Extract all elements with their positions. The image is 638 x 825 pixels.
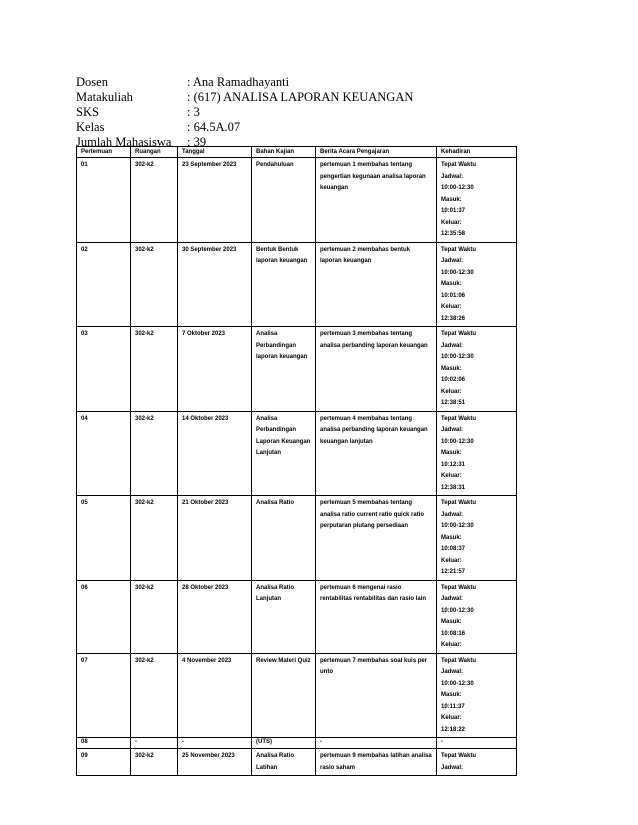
kehadiran-line: 10:00-12:30 (441, 607, 474, 614)
cell-tanggal: - (178, 738, 252, 749)
cell-kehadiran (437, 242, 517, 327)
kehadiran-line: Tepat Waktu (441, 500, 477, 506)
cell-kehadiran (437, 749, 517, 776)
info-label: SKS (76, 105, 99, 119)
kehadiran-line: Tepat Waktu (441, 162, 477, 168)
info-label: Kelas (76, 120, 105, 134)
cell-ruangan: 302-k2 (131, 653, 178, 738)
cell-pertemuan: 08 (77, 738, 131, 749)
kehadiran-line: Jadwal: (441, 427, 464, 433)
kehadiran-line: 10:00-12:30 (441, 523, 474, 529)
cell-bahan-kajian: Review Materi Quiz (252, 653, 316, 738)
kehadiran-line: 10:11:37 (441, 703, 465, 710)
kehadiran-line: Jadwal: (441, 596, 464, 602)
kehadiran-line: Tepat Waktu (441, 657, 477, 664)
cell-kehadiran (437, 158, 517, 243)
table-row (77, 738, 517, 749)
cell-bahan-kajian: (UTS) (252, 738, 316, 749)
cell-kehadiran (437, 411, 517, 496)
cell-ruangan: 302-k2 (131, 749, 178, 776)
kehadiran-line: 10:12:31 (441, 461, 466, 468)
cell-kehadiran (437, 580, 517, 653)
column-header: Ruangan (131, 147, 178, 158)
kehadiran-line: 10:01:37 (441, 208, 466, 214)
kehadiran-line: Masuk: (441, 450, 462, 456)
kehadiran-line: 12:35:58 (441, 231, 466, 237)
kehadiran-line: 10:00-12:30 (441, 185, 474, 191)
table-row (77, 411, 517, 496)
kehadiran-line: Masuk: (441, 365, 462, 372)
cell-tanggal: 14 Oktober 2023 (178, 411, 252, 496)
table-body (77, 158, 517, 776)
cell-berita-acara: pertemuan 2 membahas bentuk laporan keuangan (316, 242, 437, 327)
cell-ruangan: - (131, 738, 178, 749)
kehadiran-line: Tepat Waktu (441, 584, 477, 591)
cell-bahan-kajian: Analisa Ratio Latihan (252, 749, 316, 776)
cell-berita-acara: pertemuan 9 membahas latihan analisa rasio saham (316, 749, 437, 776)
cell-tanggal: 30 September 2023 (178, 242, 252, 327)
kehadiran-line: Masuk: (441, 534, 462, 541)
kehadiran-line: 10:00-12:30 (441, 680, 474, 687)
info-value: : Ana Ramadhayanti (187, 75, 290, 89)
kehadiran-line: Masuk: (441, 196, 462, 203)
kehadiran-line: Masuk: (441, 692, 462, 698)
column-header: Berita Acara Pengajaran (316, 147, 437, 158)
table-row (77, 653, 517, 738)
kehadiran-line: Keluar: (441, 642, 462, 648)
cell-ruangan: 302-k2 (131, 411, 178, 496)
kehadiran-line: Keluar: (441, 473, 462, 479)
kehadiran-line: Masuk: (441, 281, 462, 287)
kehadiran-line: 10:00-12:30 (441, 354, 474, 360)
cell-tanggal: 25 November 2023 (178, 749, 252, 776)
cell-kehadiran (437, 327, 517, 412)
cell-bahan-kajian: Bentuk Bentuk laporan keuangan (252, 242, 316, 327)
kehadiran-line: 10:08:37 (441, 546, 466, 552)
cell-pertemuan: 06 (77, 580, 131, 653)
kehadiran-line: 10:00-12:30 (441, 269, 474, 276)
cell-berita-acara: pertemuan 6 mengenai rasio rentabilitas rentabilitas dan rasio lain (316, 580, 437, 653)
table-row (77, 749, 517, 776)
cell-ruangan: 302-k2 (131, 496, 178, 581)
cell-berita-acara: pertemuan 1 membahas tentang pengertian kegunaan analisa laporan keuangan (316, 158, 437, 243)
kehadiran-line: Tepat Waktu (441, 246, 477, 253)
info-kelas (76, 120, 516, 135)
cell-berita-acara: pertemuan 4 membahas tentang analisa perbanding laporan keuangan keuangan lanjutan (316, 411, 437, 496)
table-row (77, 158, 517, 243)
info-sks (76, 105, 516, 120)
kehadiran-line: 10:00-12:30 (441, 438, 474, 445)
info-value: : 3 (187, 105, 200, 119)
cell-berita-acara: pertemuan 7 membahas soal kuis per unto (316, 653, 437, 738)
info-dosen (76, 75, 516, 90)
kehadiran-line: Jadwal: (441, 511, 464, 518)
info-value: : 64.5A.07 (187, 120, 241, 134)
info-value: : 39 (187, 135, 207, 149)
kehadiran-line: 12:38:31 (441, 484, 466, 491)
kehadiran-line: Keluar: (441, 388, 462, 395)
kehadiran-line: 12:38:51 (441, 400, 466, 406)
table-header-row (77, 147, 517, 158)
cell-pertemuan: 07 (77, 653, 131, 738)
kehadiran-line: Keluar: (441, 715, 462, 721)
cell-pertemuan: 09 (77, 749, 131, 776)
cell-berita-acara: pertemuan 3 membahas tentang analisa perbanding laporan keuangan (316, 327, 437, 412)
cell-pertemuan: 03 (77, 327, 131, 412)
attendance-table (76, 146, 517, 776)
table-row (77, 580, 517, 653)
kehadiran-line: 12:18:22 (441, 726, 466, 733)
kehadiran-line: 10:02:06 (441, 377, 466, 383)
kehadiran-line: Jadwal: (441, 669, 464, 675)
kehadiran-line: Masuk: (441, 619, 462, 625)
column-header: Pertemuan (77, 147, 131, 158)
table-row (77, 242, 517, 327)
cell-bahan-kajian: Analisa Perbandingan laporan keuangan (252, 327, 316, 412)
info-label: Jumlah Mahasiswa (76, 135, 172, 149)
kehadiran-line: Jadwal: (441, 173, 464, 180)
table-row (77, 327, 517, 412)
cell-pertemuan: 01 (77, 158, 131, 243)
cell-ruangan: 302-k2 (131, 158, 178, 243)
cell-tanggal: 23 September 2023 (178, 158, 252, 243)
kehadiran-line: Keluar: (441, 557, 462, 564)
kehadiran-line: Keluar: (441, 304, 462, 310)
kehadiran-line: Tepat Waktu (441, 753, 477, 759)
kehadiran-line: Keluar: (441, 219, 462, 226)
cell-ruangan: 302-k2 (131, 242, 178, 327)
kehadiran-line: Jadwal: (441, 764, 464, 771)
cell-tanggal: 7 Oktober 2023 (178, 327, 252, 412)
cell-tanggal: 28 Oktober 2023 (178, 580, 252, 653)
cell-berita-acara: pertemuan 5 membahas tentang analisa ratio current ratio quick ratio perputaran piutang persediaan (316, 496, 437, 581)
cell-pertemuan: 04 (77, 411, 131, 496)
column-header: Tanggal (178, 147, 252, 158)
kehadiran-line: 12:38:26 (441, 315, 466, 322)
cell-pertemuan: 02 (77, 242, 131, 327)
cell-ruangan: 302-k2 (131, 327, 178, 412)
cell-ruangan: 302-k2 (131, 580, 178, 653)
cell-berita-acara: - (316, 738, 437, 749)
cell-tanggal: 21 Oktober 2023 (178, 496, 252, 581)
cell-kehadiran (437, 496, 517, 581)
kehadiran-line: 10:01:06 (441, 292, 466, 299)
kehadiran-line: 10:08:16 (441, 630, 466, 637)
cell-pertemuan: 05 (77, 496, 131, 581)
info-label: Dosen (76, 75, 108, 89)
column-header: Bahan Kajian (252, 147, 316, 158)
info-value: : (617) ANALISA LAPORAN KEUANGAN (187, 90, 414, 104)
info-matakuliah (76, 90, 516, 105)
kehadiran-line: Tepat Waktu (441, 415, 477, 422)
cell-tanggal: 4 November 2023 (178, 653, 252, 738)
kehadiran-line: Jadwal: (441, 258, 464, 264)
cell-kehadiran (437, 738, 517, 749)
cell-bahan-kajian: Analisa Ratio (252, 496, 316, 581)
course-info (76, 75, 516, 150)
kehadiran-line: - (441, 739, 443, 745)
column-header: Kehadiran (437, 147, 517, 158)
info-label: Matakuliah (76, 90, 133, 104)
cell-bahan-kajian: Analisa Ratio Lanjutan (252, 580, 316, 653)
kehadiran-line: Jadwal: (441, 342, 464, 349)
cell-kehadiran (437, 653, 517, 738)
cell-bahan-kajian: Pendahuluan (252, 158, 316, 243)
cell-bahan-kajian: Analisa Perbandingan Laporan Keuangan Lanjutan (252, 411, 316, 496)
kehadiran-line: Tepat Waktu (441, 331, 477, 337)
kehadiran-line: 12:21:57 (441, 569, 466, 575)
table-row (77, 496, 517, 581)
